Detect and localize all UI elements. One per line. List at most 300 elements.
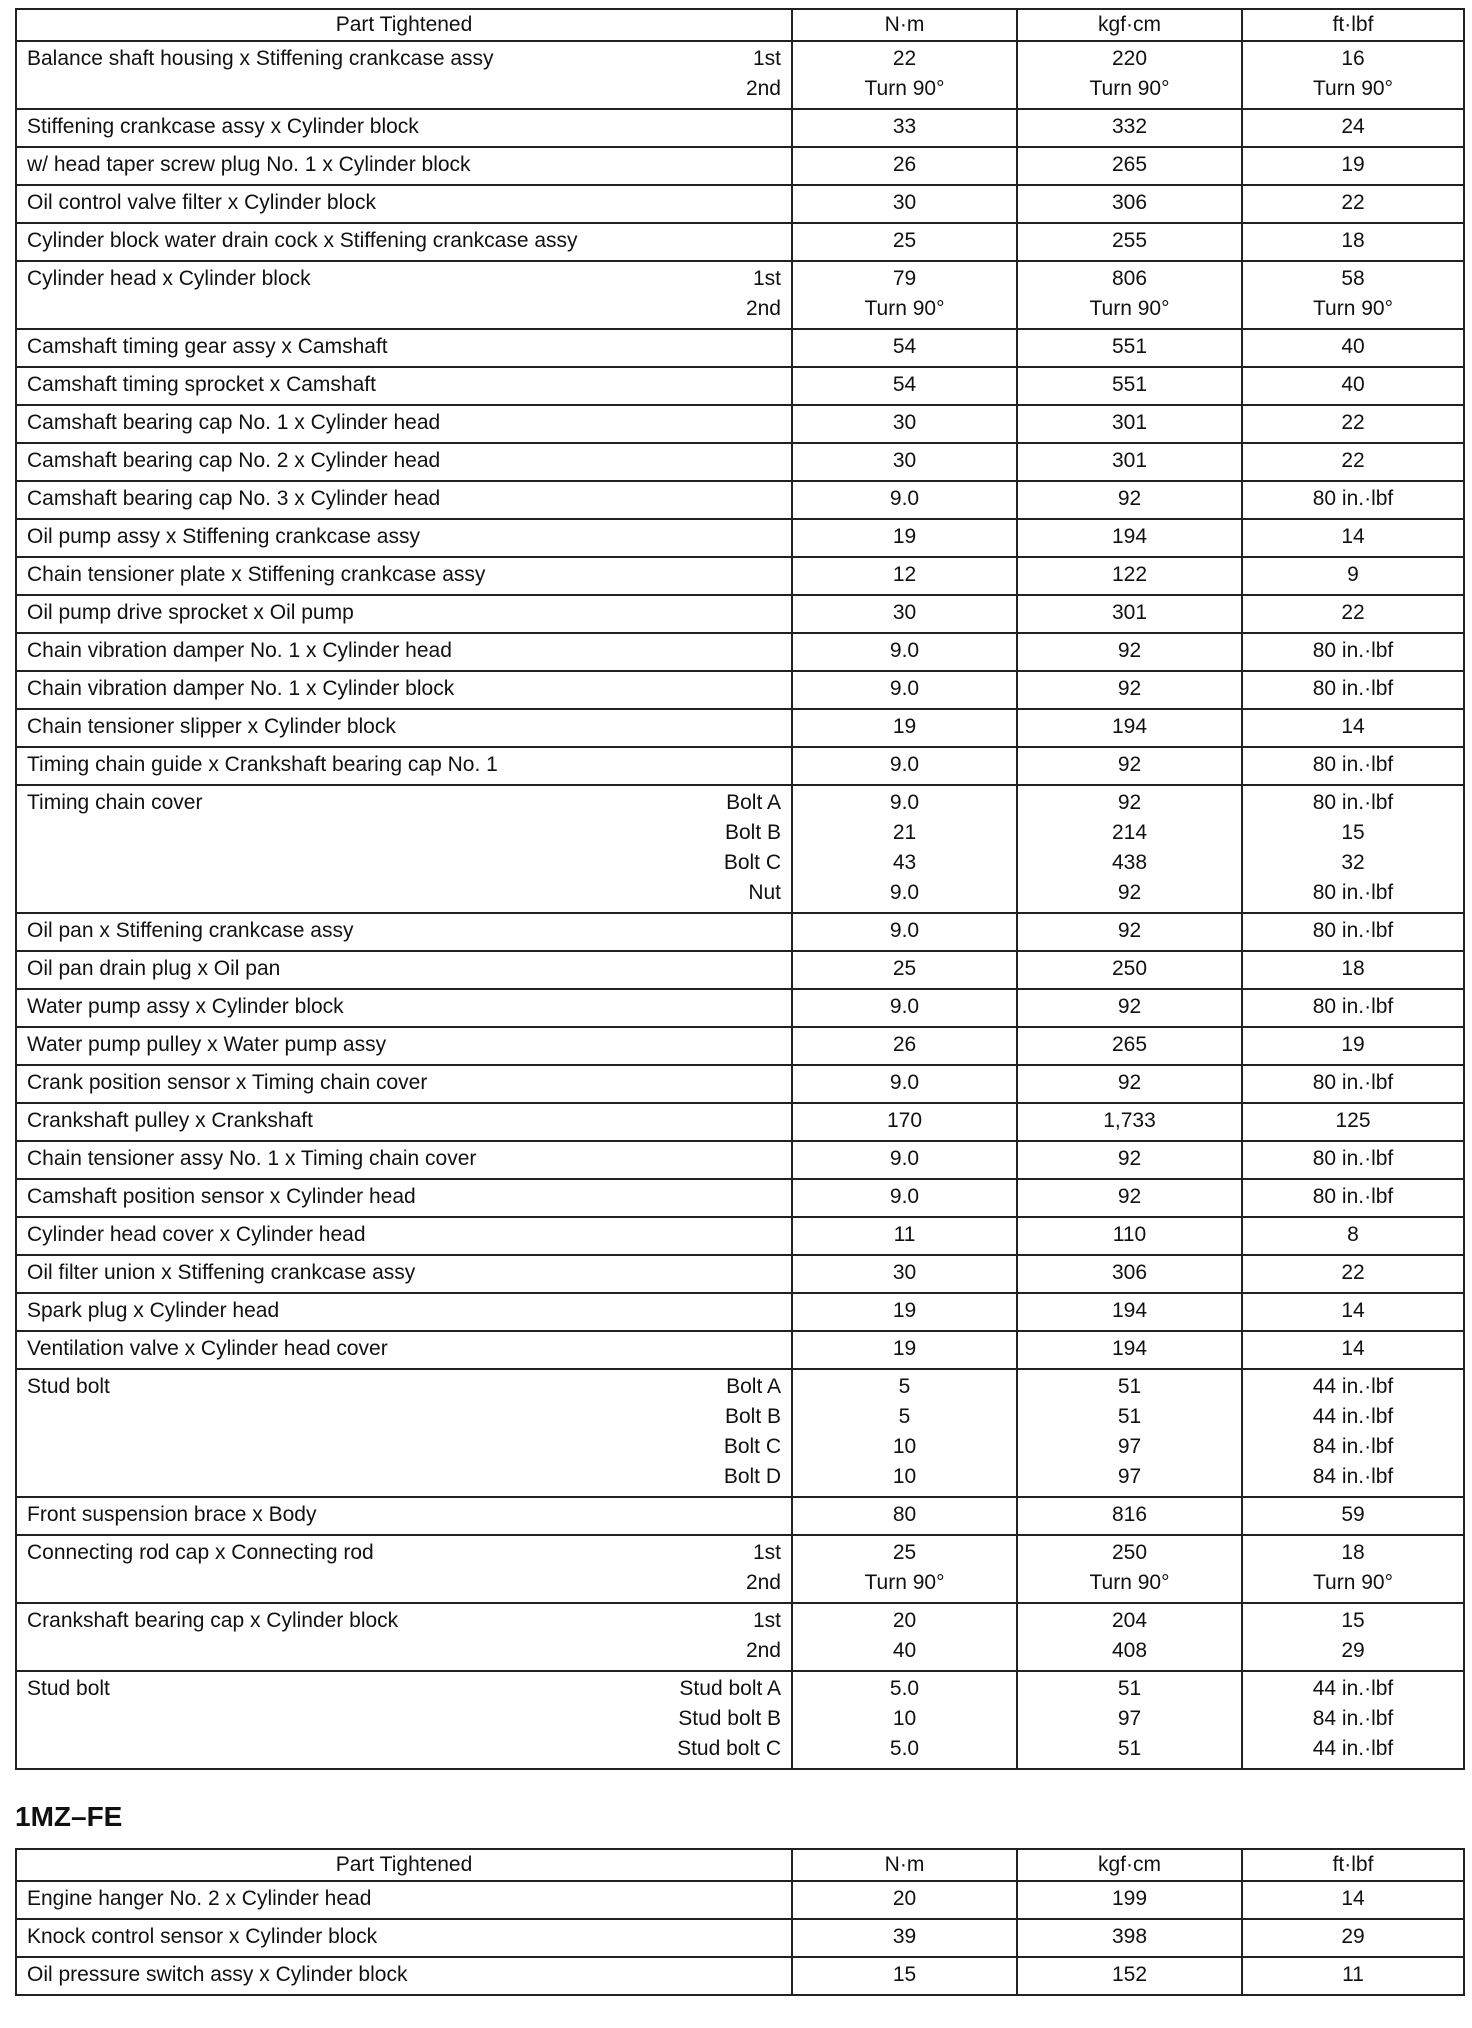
step-label: Stud bolt A [679,1677,781,1700]
nm-values [793,634,1016,670]
table-row [16,223,1464,261]
nm-value: 25 [892,229,917,252]
kgf-cm-value: 220 [1111,47,1148,70]
ft-lbf-value: 80 in.·lbf [1312,1185,1394,1208]
kgf-cm-cell [1017,1179,1242,1217]
ft-lbf-cell [1242,41,1464,109]
part-name: Chain tensioner assy No. 1 x Timing chain cover [27,1147,477,1170]
nm-cell [792,1065,1017,1103]
kgf-cm-values [1018,110,1241,146]
ft-lbf-value: 80 in.·lbf [1312,1147,1394,1170]
nm-cell [792,595,1017,633]
ft-lbf-value: 80 in.·lbf [1312,639,1394,662]
header-nm: N·m [792,9,1017,41]
part-cell-content [17,634,791,670]
nm-values [793,748,1016,784]
ft-lbf-cell [1242,223,1464,261]
table-row [16,671,1464,709]
table-row [16,1065,1464,1103]
part-cell [16,1957,792,1995]
kgf-cm-value: 92 [1117,1185,1142,1208]
nm-cell [792,109,1017,147]
ft-lbf-value: 16 [1341,47,1365,70]
nm-values [793,224,1016,260]
kgf-cm-value: 199 [1111,1887,1148,1910]
torque-table-main-body [16,41,1464,1769]
header-nm: N·m [792,1849,1017,1881]
nm-value: 30 [892,411,917,434]
part-name: Camshaft position sensor x Cylinder head [27,1185,416,1208]
kgf-cm-cell [1017,109,1242,147]
kgf-cm-value: 255 [1111,229,1148,252]
ft-lbf-cell [1242,1603,1464,1671]
step-label: Nut [748,881,781,904]
ft-lbf-value: 22 [1341,1261,1365,1284]
part-cell-content [17,1142,791,1178]
ft-lbf-cell [1242,913,1464,951]
ft-lbf-cell [1242,147,1464,185]
ft-lbf-values [1243,520,1463,556]
ft-lbf-values [1243,1882,1463,1918]
table-row [16,481,1464,519]
kgf-cm-value: 551 [1111,373,1148,396]
kgf-cm-cell [1017,329,1242,367]
step-label: 2nd [745,1571,781,1594]
table-row [16,1293,1464,1331]
table-row [16,1331,1464,1369]
kgf-cm-cell [1017,1141,1242,1179]
kgf-cm-value: 551 [1111,335,1148,358]
nm-values [793,1882,1016,1918]
ft-lbf-value: 80 in.·lbf [1312,791,1394,814]
ft-lbf-cell [1242,671,1464,709]
kgf-cm-values [1018,1294,1241,1330]
nm-values [793,1180,1016,1216]
part-cell-content [17,330,791,366]
nm-value: 5.0 [889,1737,920,1760]
ft-lbf-values [1243,1294,1463,1330]
part-cell [16,989,792,1027]
table-row [16,1957,1464,1995]
nm-value: 79 [892,267,917,290]
kgf-cm-values [1018,1218,1241,1254]
kgf-cm-values [1018,148,1241,184]
part-cell-content [17,224,791,260]
part-name: Engine hanger No. 2 x Cylinder head [27,1887,372,1910]
kgf-cm-value: 97 [1117,1435,1142,1458]
kgf-cm-values [1018,224,1241,260]
step-label: 1st [752,1609,781,1632]
nm-value: 15 [892,1963,917,1986]
kgf-cm-values [1018,406,1241,442]
step-labels [746,44,781,104]
ft-lbf-cell [1242,785,1464,913]
part-cell-content [17,148,791,184]
ft-lbf-cell [1242,1919,1464,1957]
part-cell [16,557,792,595]
nm-values [793,1294,1016,1330]
kgf-cm-cell [1017,1881,1242,1919]
table-row [16,1179,1464,1217]
nm-values [793,1066,1016,1102]
ft-lbf-cell [1242,1027,1464,1065]
part-name: Oil control valve filter x Cylinder block [27,191,376,214]
step-label: Stud bolt B [678,1707,781,1730]
part-name: w/ head taper screw plug No. 1 x Cylinder block [27,153,471,176]
part-cell-content [17,1920,791,1956]
part-name: Ventilation valve x Cylinder head cover [27,1337,388,1360]
nm-value: Turn 90° [864,297,945,320]
step-labels [724,1372,781,1492]
ft-lbf-value: 59 [1341,1503,1365,1526]
ft-lbf-cell [1242,1065,1464,1103]
part-name: Balance shaft housing x Stiffening crankcase assy [27,47,494,70]
part-cell [16,1497,792,1535]
nm-value: 25 [892,1541,917,1564]
ft-lbf-value: 80 in.·lbf [1312,1071,1394,1094]
nm-value: 10 [892,1435,917,1458]
ft-lbf-value: 9 [1347,563,1359,586]
nm-values [793,786,1016,912]
part-cell [16,1141,792,1179]
table-row [16,747,1464,785]
step-label: 1st [752,47,781,70]
nm-values [793,596,1016,632]
nm-value: 22 [892,47,917,70]
part-cell-content [17,596,791,632]
ft-lbf-cell [1242,1957,1464,1995]
table-row [16,109,1464,147]
kgf-cm-value: 301 [1111,601,1148,624]
nm-value: 5 [898,1405,911,1428]
part-name: Camshaft bearing cap No. 2 x Cylinder head [27,449,441,472]
kgf-cm-values [1018,1958,1241,1994]
ft-lbf-values [1243,1256,1463,1292]
nm-values [793,1370,1016,1496]
part-cell [16,1331,792,1369]
nm-value: 9.0 [889,1147,920,1170]
ft-lbf-value: 19 [1341,1033,1365,1056]
ft-lbf-value: 40 [1341,335,1365,358]
step-label: Bolt C [723,1435,781,1458]
ft-lbf-values [1243,42,1463,108]
nm-values [793,1498,1016,1534]
kgf-cm-values [1018,914,1241,950]
part-cell-content [17,186,791,222]
step-labels [746,1606,781,1666]
step-label: Bolt C [723,851,781,874]
nm-cell [792,443,1017,481]
table-row [16,367,1464,405]
nm-values [793,558,1016,594]
nm-cell [792,329,1017,367]
ft-lbf-value: Turn 90° [1313,297,1393,320]
kgf-cm-value: 92 [1117,753,1142,776]
part-name: Cylinder head x Cylinder block [27,267,311,290]
ft-lbf-value: 11 [1342,1963,1364,1986]
kgf-cm-cell [1017,1497,1242,1535]
part-cell-content [17,1180,791,1216]
nm-values [793,482,1016,518]
kgf-cm-values [1018,748,1241,784]
kgf-cm-cell [1017,633,1242,671]
ft-lbf-value: 44 in.·lbf [1312,1375,1394,1398]
ft-lbf-cell [1242,1369,1464,1497]
nm-values [793,672,1016,708]
header-ft-lbf: ft·lbf [1242,9,1464,41]
part-cell [16,223,792,261]
ft-lbf-cell [1242,405,1464,443]
kgf-cm-value: 265 [1111,1033,1148,1056]
ft-lbf-values [1243,1180,1463,1216]
nm-cell [792,481,1017,519]
nm-value: 9.0 [889,791,920,814]
nm-values [793,148,1016,184]
kgf-cm-cell [1017,261,1242,329]
part-cell [16,261,792,329]
ft-lbf-value: 15 [1341,1609,1365,1632]
ft-lbf-value: 8 [1347,1223,1359,1246]
ft-lbf-cell [1242,329,1464,367]
ft-lbf-values [1243,1920,1463,1956]
ft-lbf-values [1243,748,1463,784]
part-cell [16,913,792,951]
part-cell [16,329,792,367]
kgf-cm-value: 301 [1111,411,1148,434]
ft-lbf-values [1243,786,1463,912]
part-cell-content [17,262,791,328]
ft-lbf-values [1243,1672,1463,1768]
part-cell [16,1671,792,1769]
kgf-cm-value: 194 [1111,1337,1148,1360]
ft-lbf-values [1243,710,1463,746]
table-row [16,405,1464,443]
nm-cell [792,989,1017,1027]
step-label: Bolt B [724,1405,781,1428]
kgf-cm-value: 306 [1111,191,1148,214]
part-cell [16,709,792,747]
part-name: Camshaft bearing cap No. 3 x Cylinder head [27,487,441,510]
table-row [16,443,1464,481]
nm-values [793,262,1016,328]
nm-cell [792,223,1017,261]
part-cell-content [17,1536,791,1602]
ft-lbf-cell [1242,1671,1464,1769]
table-row [16,1255,1464,1293]
kgf-cm-cell [1017,519,1242,557]
part-cell-content [17,558,791,594]
kgf-cm-values [1018,1370,1241,1496]
kgf-cm-value: 97 [1117,1465,1142,1488]
kgf-cm-value: 92 [1117,639,1142,662]
nm-values [793,710,1016,746]
nm-value: 9.0 [889,919,920,942]
nm-value: 19 [892,525,917,548]
part-cell-content [17,368,791,404]
nm-value: 33 [892,115,917,138]
nm-values [793,1218,1016,1254]
kgf-cm-values [1018,634,1241,670]
nm-cell [792,747,1017,785]
kgf-cm-value: 194 [1111,715,1148,738]
part-cell [16,481,792,519]
kgf-cm-value: 1,733 [1103,1109,1156,1132]
part-cell-content [17,482,791,518]
header-part-tightened: Part Tightened [16,1849,792,1881]
kgf-cm-cell [1017,1369,1242,1497]
kgf-cm-values [1018,952,1241,988]
kgf-cm-cell [1017,443,1242,481]
part-cell-content [17,990,791,1026]
step-labels [746,1538,781,1598]
part-name: Oil pressure switch assy x Cylinder block [27,1963,408,1986]
ft-lbf-cell [1242,519,1464,557]
ft-lbf-cell [1242,109,1464,147]
kgf-cm-values [1018,1672,1241,1768]
nm-value: 30 [892,191,917,214]
table-header-row [16,1849,1464,1881]
torque-table-1mz-fe-body [16,1881,1464,1995]
ft-lbf-value: 80 in.·lbf [1312,677,1394,700]
ft-lbf-value: 14 [1341,1337,1365,1360]
kgf-cm-value: Turn 90° [1089,77,1170,100]
kgf-cm-values [1018,368,1241,404]
part-cell [16,595,792,633]
part-name: Chain vibration damper No. 1 x Cylinder block [27,677,455,700]
kgf-cm-cell [1017,1103,1242,1141]
ft-lbf-cell [1242,185,1464,223]
kgf-cm-values [1018,482,1241,518]
nm-value: 30 [892,601,917,624]
kgf-cm-value: 306 [1111,1261,1148,1284]
nm-value: 26 [892,153,917,176]
kgf-cm-values [1018,1882,1241,1918]
kgf-cm-cell [1017,481,1242,519]
ft-lbf-value: 32 [1341,851,1365,874]
nm-cell [792,1369,1017,1497]
kgf-cm-cell [1017,951,1242,989]
ft-lbf-cell [1242,367,1464,405]
nm-value: 9.0 [889,1185,920,1208]
table-row [16,41,1464,109]
kgf-cm-value: Turn 90° [1089,1571,1170,1594]
kgf-cm-cell [1017,1919,1242,1957]
part-cell-content [17,1066,791,1102]
nm-value: 5 [898,1375,911,1398]
nm-value: 20 [892,1609,917,1632]
part-cell-content [17,1218,791,1254]
step-label: Bolt A [726,791,781,814]
nm-cell [792,147,1017,185]
kgf-cm-cell [1017,709,1242,747]
ft-lbf-value: 84 in.·lbf [1312,1707,1394,1730]
nm-value: 25 [892,957,917,980]
part-name: Cylinder head cover x Cylinder head [27,1223,366,1246]
kgf-cm-values [1018,444,1241,480]
kgf-cm-values [1018,520,1241,556]
part-name: Spark plug x Cylinder head [27,1299,280,1322]
kgf-cm-values [1018,1332,1241,1368]
part-name: Timing chain guide x Crankshaft bearing cap No. 1 [27,753,498,776]
ft-lbf-value: 80 in.·lbf [1312,881,1394,904]
ft-lbf-cell [1242,1217,1464,1255]
part-name: Oil pump drive sprocket x Oil pump [27,601,354,624]
step-labels [677,1674,781,1764]
kgf-cm-cell [1017,989,1242,1027]
ft-lbf-values [1243,558,1463,594]
table-row [16,951,1464,989]
kgf-cm-cell [1017,1603,1242,1671]
nm-cell [792,913,1017,951]
part-cell [16,1535,792,1603]
nm-cell [792,1497,1017,1535]
ft-lbf-values [1243,596,1463,632]
ft-lbf-cell [1242,1179,1464,1217]
table-row [16,1535,1464,1603]
nm-cell [792,1255,1017,1293]
nm-value: 19 [892,1299,917,1322]
table-row [16,785,1464,913]
ft-lbf-cell [1242,1331,1464,1369]
nm-value: 9.0 [889,881,920,904]
kgf-cm-values [1018,42,1241,108]
nm-values [793,1256,1016,1292]
table-row [16,557,1464,595]
ft-lbf-values [1243,952,1463,988]
part-cell [16,1881,792,1919]
ft-lbf-value: Turn 90° [1313,77,1393,100]
kgf-cm-cell [1017,405,1242,443]
ft-lbf-cell [1242,1141,1464,1179]
ft-lbf-cell [1242,595,1464,633]
kgf-cm-value: 92 [1117,995,1142,1018]
nm-value: 21 [892,821,917,844]
ft-lbf-cell [1242,1293,1464,1331]
kgf-cm-value: 51 [1117,1405,1142,1428]
nm-value: 9.0 [889,753,920,776]
nm-value: 9.0 [889,1071,920,1094]
kgf-cm-value: 92 [1117,919,1142,942]
part-cell [16,1255,792,1293]
kgf-cm-value: 92 [1117,791,1142,814]
kgf-cm-value: 816 [1111,1503,1148,1526]
part-cell-content [17,1672,791,1768]
table-row [16,1497,1464,1535]
part-cell-content [17,1294,791,1330]
nm-cell [792,1103,1017,1141]
part-cell [16,671,792,709]
kgf-cm-value: 408 [1111,1639,1148,1662]
kgf-cm-cell [1017,1217,1242,1255]
header-kgf-cm: kgf·cm [1017,9,1242,41]
table-row [16,1919,1464,1957]
step-label: Bolt A [726,1375,781,1398]
kgf-cm-value: 92 [1117,881,1142,904]
step-label: Bolt B [724,821,781,844]
ft-lbf-value: 84 in.·lbf [1312,1435,1394,1458]
part-cell-content [17,406,791,442]
ft-lbf-values [1243,224,1463,260]
kgf-cm-cell [1017,747,1242,785]
nm-value: 40 [892,1639,917,1662]
kgf-cm-value: 214 [1111,821,1148,844]
kgf-cm-value: 204 [1111,1609,1148,1632]
nm-cell [792,1293,1017,1331]
header-ft-lbf: ft·lbf [1242,1849,1464,1881]
part-cell [16,443,792,481]
kgf-cm-cell [1017,1255,1242,1293]
table-row [16,147,1464,185]
